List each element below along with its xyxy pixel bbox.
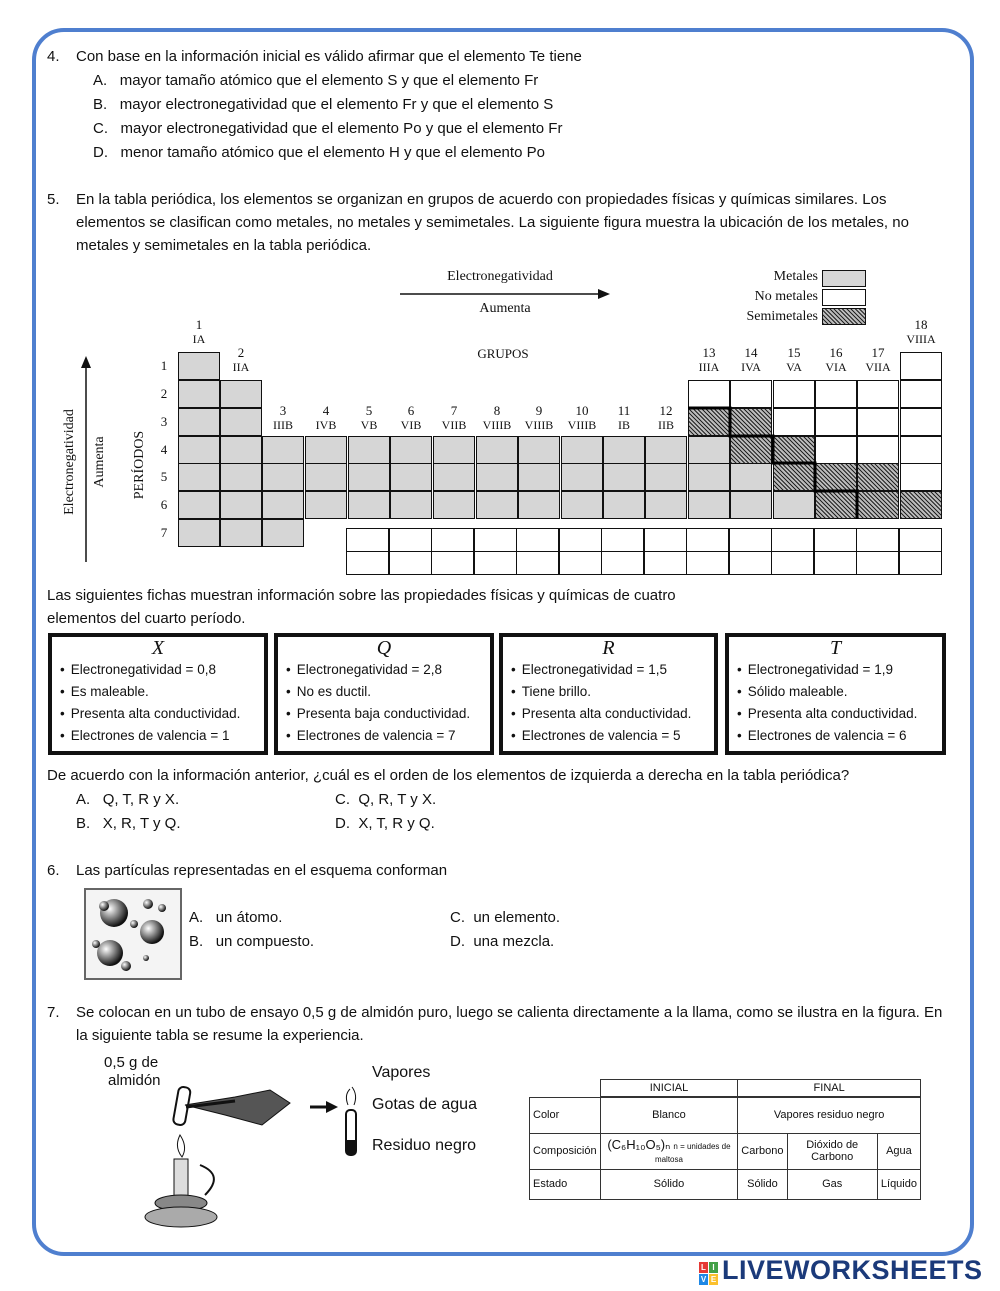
- q5-stem: En la tabla periódica, los elementos se organizan en grupos de acuerdo con propiedades físicas y químicas similares. Los elementos se clasifican como metales, no metales y semimetales. La siguiente figura muestra la ubicación de los metales, no metales y semimetales en la tabla periódica.: [76, 191, 909, 254]
- card-q-item: • Electronegatividad = 2,8: [286, 659, 490, 681]
- card-r-item: • Tiene brillo.: [511, 681, 714, 703]
- period-label: 3: [160, 414, 168, 429]
- legend-metales: Metales: [773, 269, 818, 284]
- q5-option-d[interactable]: D. X, T, R y Q.: [335, 815, 435, 832]
- q4-option-b[interactable]: B. mayor electronegatividad que el elemento Fr y que el elemento S: [93, 96, 554, 113]
- card-q-item: • Presenta baja conductividad.: [286, 703, 490, 725]
- legend-no-metales: No metales: [754, 289, 818, 304]
- period-label: 7: [160, 525, 168, 540]
- q6-stem: Las partículas representadas en el esquema conforman: [76, 862, 448, 879]
- q4-option-c[interactable]: C. mayor electronegatividad que el elemento Po y que el elemento Fr: [93, 120, 563, 137]
- group-label: 3 IIIB: [273, 403, 293, 432]
- group-label: 17 VIIA: [865, 345, 891, 374]
- vapors-label: Vapores: [372, 1064, 431, 1081]
- card-t: [725, 633, 946, 755]
- card-r-title: R: [602, 637, 615, 659]
- table-row: [530, 1169, 921, 1199]
- cell: Gas: [787, 1169, 877, 1199]
- q4-number: 4.: [47, 48, 60, 65]
- q6-option-b[interactable]: B. un compuesto.: [189, 933, 315, 950]
- group-label: 15 VA: [786, 345, 802, 374]
- q4-stem: Con base en la información inicial es válido afirmar que el elemento Te tiene: [76, 48, 582, 65]
- header-initial: INICIAL: [600, 1080, 738, 1098]
- table-row: [530, 1080, 921, 1098]
- period-label: 4: [160, 442, 168, 457]
- group-label: 6 VIB: [400, 403, 422, 432]
- q4-option-d[interactable]: D. menor tamaño atómico que el elemento H y que el elemento Po: [93, 144, 545, 161]
- particles-diagram: [84, 888, 182, 980]
- cell: Blanco: [600, 1097, 738, 1133]
- q4-option-a[interactable]: A. mayor tamaño atómico que el elemento S y que el elemento Fr: [93, 72, 539, 89]
- card-x: [48, 633, 268, 755]
- period-label: 5: [160, 469, 168, 484]
- cards-intro: Las siguientes fichas muestran información sobre las propiedades físicas y químicas de cuatro elementos del cuarto período.: [47, 587, 676, 627]
- card-x-item: • Electronegatividad = 0,8: [60, 659, 264, 681]
- group-label: 1 IA: [192, 317, 206, 346]
- liveworksheets-logo: [699, 1262, 719, 1286]
- q7-number: 7.: [47, 1004, 60, 1021]
- sample-label-1: 0,5 g de: [104, 1054, 159, 1071]
- formula: (C₆H₁₀O₅)ₙ: [607, 1137, 671, 1152]
- logo-square: I: [709, 1262, 718, 1273]
- side-arrow-sublabel: Aumenta: [92, 436, 107, 488]
- card-t-item: • Electronegatividad = 1,9: [737, 659, 942, 681]
- q7-stem: Se colocan en un tubo de ensayo 0,5 g de almidón puro, luego se calienta directamente a la llama, como se ilustra en la figura. En la siguiente tabla se resume la experiencia.: [76, 1004, 943, 1044]
- q5-option-a[interactable]: A. Q, T, R y X.: [76, 791, 180, 808]
- card-q-item: • Electrones de valencia = 7: [286, 725, 490, 747]
- group-label: 11 IB: [617, 403, 631, 432]
- period-label: 6: [160, 497, 168, 512]
- cell: Sólido: [738, 1169, 787, 1199]
- card-t-item: • Sólido maleable.: [737, 681, 942, 703]
- card-q: [274, 633, 494, 755]
- cell: Agua: [877, 1133, 920, 1169]
- top-arrow-label: Electronegatividad: [447, 269, 553, 284]
- experiment-table: [529, 1079, 921, 1200]
- q6-option-d[interactable]: D. una mezcla.: [450, 933, 555, 950]
- group-label: 13 IIIA: [698, 345, 720, 374]
- group-label: 18 VIIIA: [906, 317, 936, 346]
- card-x-item: • Es maleable.: [60, 681, 264, 703]
- group-label: 10 VIIIB: [567, 403, 597, 432]
- group-label: 2 IIA: [232, 345, 250, 374]
- row-label-color: Color: [530, 1097, 601, 1133]
- card-q-title: Q: [376, 637, 392, 659]
- card-t-title: T: [829, 637, 842, 659]
- periods-label: PERÍODOS: [132, 430, 147, 500]
- q6-option-c[interactable]: C. un elemento.: [450, 909, 561, 926]
- cell: Sólido: [600, 1169, 738, 1199]
- period-label: 1: [160, 358, 168, 373]
- row-label-state: Estado: [530, 1169, 601, 1199]
- q5-option-b[interactable]: B. X, R, T y Q.: [76, 815, 181, 832]
- periodic-table-figure: [0, 0, 1000, 600]
- metal-nonmetal-boundary: [0, 0, 1000, 600]
- q6-number: 6.: [47, 862, 60, 879]
- cell: Dióxido de Carbono: [787, 1133, 877, 1169]
- group-label: 8 VIIIB: [482, 403, 512, 432]
- card-x-item: • Presenta alta conductividad.: [60, 703, 264, 725]
- q6-option-a[interactable]: A. un átomo.: [189, 909, 283, 926]
- card-r-item: • Presenta alta conductividad.: [511, 703, 714, 725]
- brand-name: LIVEWORKSHEETS: [722, 1255, 983, 1285]
- group-label: 7 VIIB: [441, 403, 467, 432]
- cell: Carbono: [738, 1133, 787, 1169]
- legend-semimetales: Semimetales: [746, 309, 818, 324]
- q5-option-c[interactable]: C. Q, R, T y X.: [335, 791, 437, 808]
- table-row: [530, 1133, 921, 1169]
- logo-square: E: [710, 1275, 717, 1284]
- q5-question: De acuerdo con la información anterior, ¿cuál es el orden de los elementos de izquierda a derecha en la tabla periódica?: [47, 767, 850, 784]
- group-label: 9 VIIIB: [524, 403, 554, 432]
- card-t-item: • Presenta alta conductividad.: [737, 703, 942, 725]
- cell: Vapores residuo negro: [738, 1097, 921, 1133]
- q5-number: 5.: [47, 191, 60, 208]
- logo-square: V: [700, 1275, 707, 1284]
- heating-apparatus-illustration: [130, 1085, 370, 1235]
- cell: Líquido: [877, 1169, 920, 1199]
- group-label: 16 VIA: [825, 345, 847, 374]
- logo-square: L: [699, 1262, 708, 1273]
- formula-note: n = unidades de maltosa: [654, 1142, 731, 1164]
- residue-label: Residuo negro: [372, 1137, 477, 1154]
- table-row: [530, 1097, 921, 1133]
- header-final: FINAL: [738, 1080, 921, 1098]
- group-label: 12 IIB: [658, 403, 674, 432]
- formula-cell: [600, 1133, 738, 1169]
- group-label: 4 IVB: [315, 403, 337, 432]
- card-q-item: • No es ductil.: [286, 681, 490, 703]
- period-label: 2: [160, 386, 168, 401]
- groups-label: GRUPOS: [477, 346, 529, 361]
- row-label-composition: Composición: [530, 1133, 601, 1169]
- card-r-item: • Electronegatividad = 1,5: [511, 659, 714, 681]
- group-label: 5 VB: [360, 403, 378, 432]
- sample-label-2: almidón: [108, 1072, 161, 1089]
- side-arrow-label: Electronegatividad: [62, 409, 77, 515]
- drops-label: Gotas de agua: [372, 1096, 477, 1113]
- card-r-item: • Electrones de valencia = 5: [511, 725, 714, 747]
- card-r: [499, 633, 718, 755]
- card-x-item: • Electrones de valencia = 1: [60, 725, 264, 747]
- card-x-title: X: [151, 637, 165, 659]
- card-t-item: • Electrones de valencia = 6: [737, 725, 942, 747]
- top-arrow-sublabel: Aumenta: [479, 301, 531, 316]
- group-label: 14 IVA: [741, 345, 761, 374]
